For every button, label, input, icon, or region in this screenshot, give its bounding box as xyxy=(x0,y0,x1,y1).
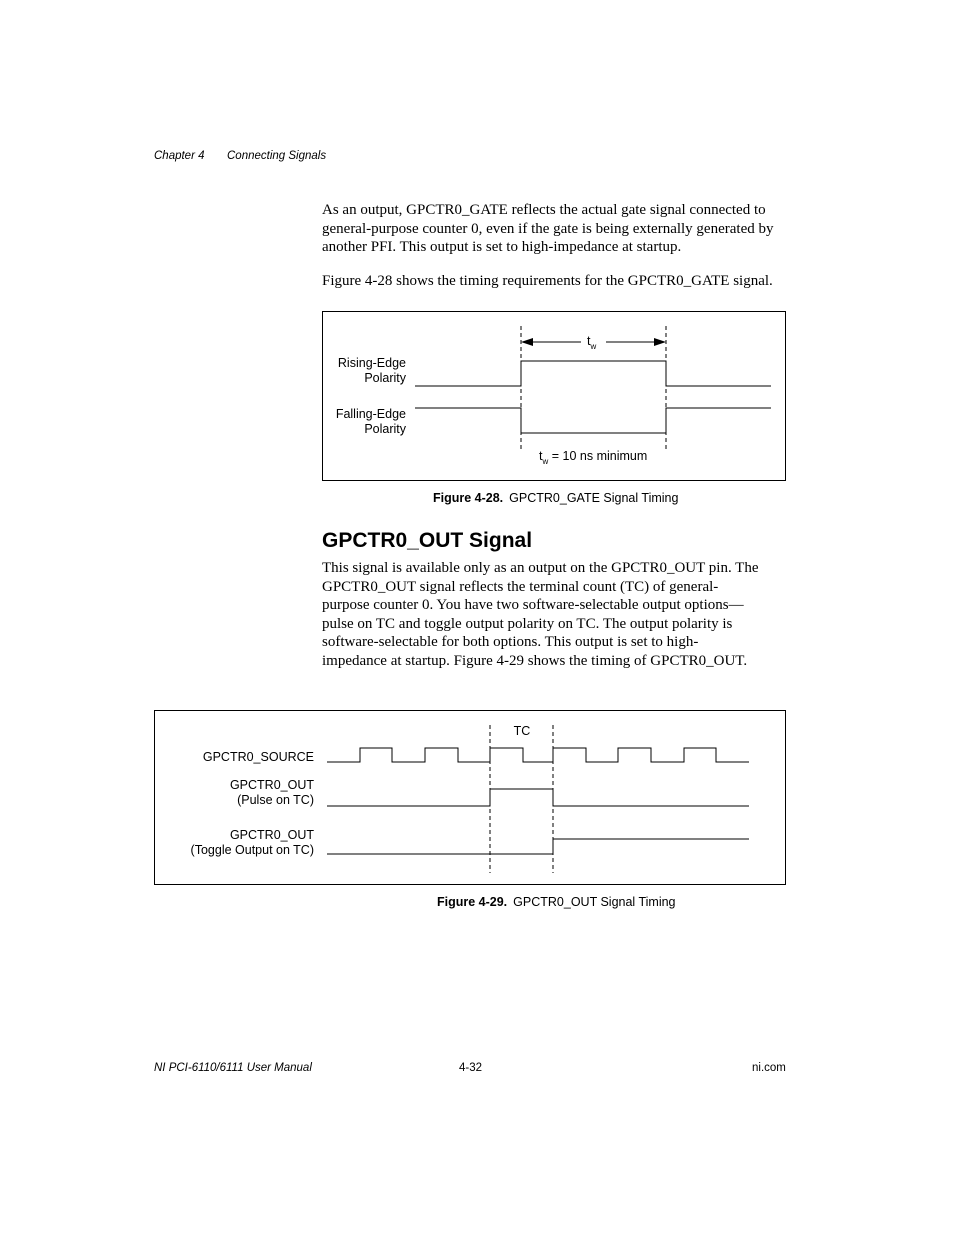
source-label: GPCTR0_SOURCE xyxy=(202,750,314,764)
tw-arrow-left xyxy=(521,338,533,346)
falling-polarity-label: Polarity xyxy=(364,422,406,436)
pulse-waveform xyxy=(327,789,749,806)
header-chapter: Chapter 4 xyxy=(154,150,205,162)
rising-edge-label: Rising-Edge xyxy=(337,356,406,370)
rising-polarity-label: Polarity xyxy=(364,371,406,385)
footer-manual-title: NI PCI-6110/6111 User Manual xyxy=(154,1062,312,1074)
figure-4-28-caption: Figure 4-28. GPCTR0_GATE Signal Timing xyxy=(433,491,679,505)
section-heading: GPCTR0_OUT Signal xyxy=(322,529,533,552)
pulse-on-tc-label: (Pulse on TC) xyxy=(237,793,314,807)
pulse-out-label: GPCTR0_OUT xyxy=(229,778,314,792)
tw-minimum-note: $t_w = 10$ ns minimum xyxy=(539,449,648,466)
tw-label: $t_w$ xyxy=(587,334,597,351)
tw-arrow-right xyxy=(654,338,666,346)
paragraph-gpctr0-out: This signal is available only as an output on the GPCTR0_OUT pin. The GPCTR0_OUT signal reflects the terminal count (TC) of general-purpose counter 0. You have two software-selectable output options—pulse on TC and toggle output polarity on TC. The output polarity is software-selectable for both options. This output is set to high-impedance at startup. Figure 4-29 shows the timing of GPCTR0_OUT. xyxy=(322,560,759,669)
rising-edge-waveform xyxy=(415,361,771,386)
tc-label: TC xyxy=(513,724,531,738)
out-timing-diagram xyxy=(155,711,787,886)
footer-website: ni.com xyxy=(752,1062,786,1074)
toggle-on-tc-label: (Toggle Output on TC) xyxy=(190,843,314,857)
paragraph-gate-output: As an output, GPCTR0_GATE reflects the actual gate signal connected to general-purpose counter 0, even if the gate is being externally generated by another PFI. This output is set to high-impedance at startup. xyxy=(322,202,774,256)
toggle-out-label: GPCTR0_OUT xyxy=(229,828,314,842)
paragraph-figure-ref: Figure 4-28 shows the timing requirements for the GPCTR0_GATE signal. xyxy=(322,273,773,289)
figure-4-28 xyxy=(322,311,786,481)
falling-edge-label: Falling-Edge xyxy=(335,407,406,421)
falling-edge-waveform xyxy=(415,408,771,433)
toggle-waveform xyxy=(327,839,749,854)
header-section: Connecting Signals xyxy=(227,150,327,162)
gate-timing-diagram xyxy=(323,312,787,482)
figure-4-29-caption: Figure 4-29. GPCTR0_OUT Signal Timing xyxy=(437,895,676,909)
figure-4-29 xyxy=(154,710,786,885)
footer-page-number: 4-32 xyxy=(459,1062,483,1074)
source-waveform xyxy=(327,748,749,762)
